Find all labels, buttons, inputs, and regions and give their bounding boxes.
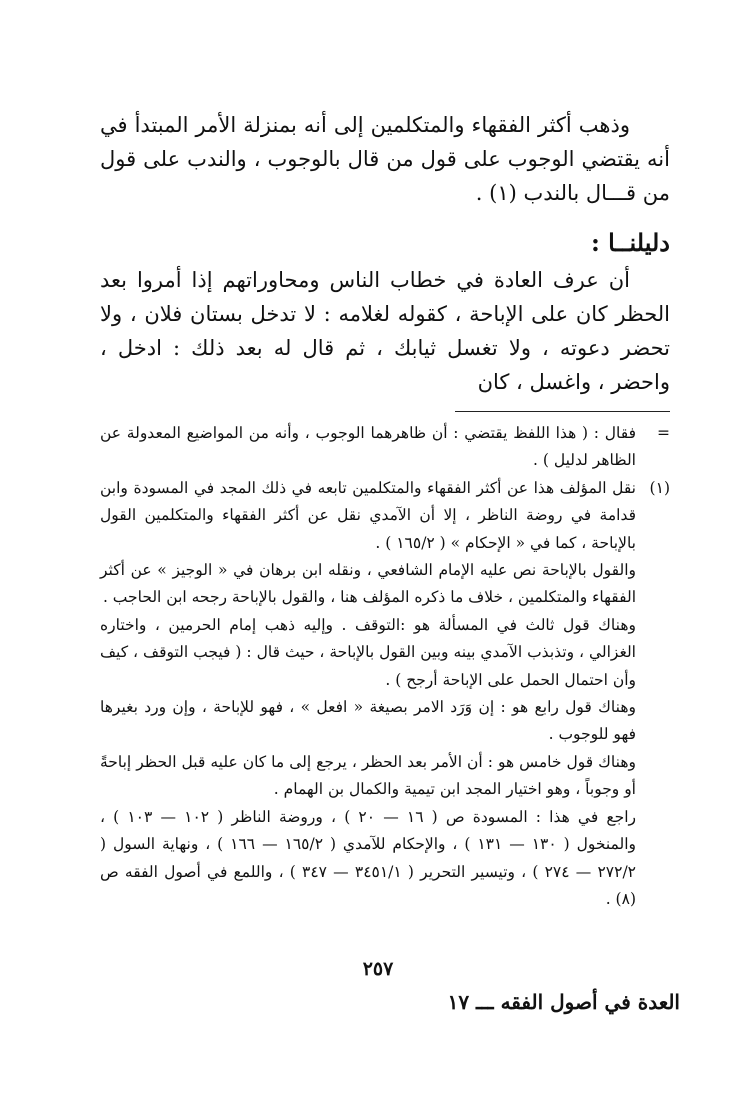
footnote-paragraph: وهناك قول ثالث في المسألة هو :التوقف . وإليه ذهب إمام الحرمين ، واختاره الغزالي ، وتذبذب الآمدي بينه وبين القول بالإباحة ، حيث قال : ( فيجب التوقف ، كيف وأن احتمال الحمل على الإباحة أرجح ) .: [100, 615, 636, 689]
book-title-footer: العدة في أصول الفقه ـــ ١٧: [447, 990, 680, 1014]
footnote-1: [100, 475, 670, 914]
main-paragraph-1: وذهب أكثر الفقهاء والمتكلمين إلى أنه بمنزلة الأمر المبتدأ في أنه يقتضي الوجوب على قول من قال بالوجوب ، والندب على قول من قـــال بالندب (١) .: [100, 113, 670, 205]
footnote-continuation-marker: =: [657, 424, 670, 442]
page-content: [100, 108, 670, 913]
main-text: [100, 108, 670, 399]
footnote-paragraph: والقول بالإباحة نص عليه الإمام الشافعي ، ونقله ابن برهان في « الوجيز » عن أكثر الفقهاء والمتكلمين ، خلاف ما ذكره المؤلف هنا ، والقول بالإباحة رجحه ابن الحاجب .: [100, 561, 636, 607]
section-heading: دليلنــا :: [590, 228, 670, 257]
footnote-continuation: [100, 420, 670, 475]
footnote-paragraph: وهناك قول رابع هو : إن وَرَد الامر بصيغة « افعل » ، فهو للإباحة ، وإن ورد بغيرها فهو للوجوب .: [100, 698, 636, 744]
footnote-continuation-text: فقال : ( هذا اللفظ يقتضي : أن ظاهرهما الوجوب ، وأنه من المواضيع المعدولة عن الظاهر لدليل ) .: [100, 424, 636, 470]
footnote-paragraph: وهناك قول خامس هو : أن الأمر بعد الحظر ، يرجع إلى ما كان عليه قبل الحظر إباحةً أو وجوباً ، وهو اختيار المجد ابن تيمية والكمال بن الهمام .: [100, 752, 636, 799]
footnote-separator: [455, 411, 670, 412]
footnote-1-marker: (١): [649, 478, 670, 497]
footnotes: [100, 420, 670, 913]
page-number: ٢٥٧: [362, 958, 394, 980]
footnote-paragraph: راجع في هذا : المسودة ص ( ١٦ — ٢٠ ) ، وروضة الناظر ( ١٠٢ — ١٠٣ ) ، والمنخول ( ١٣٠ — ١٣١ ) ، والإحكام للآمدي ( ١٦٥/٢ — ١٦٦ ) ، ونهاية السول ( ٢٧٢/٢ — ٢٧٤ ) ، وتيسير التحرير ( ٣٤٥١/١ — ٣٤٧ ) ، واللمع في أصول الفقه ص (٨) .: [100, 807, 637, 908]
main-paragraph-2: أن عرف العادة في خطاب الناس ومحاوراتهم إذا أمروا بعد الحظر كان على الإباحة ، كقوله لغلامه : لا تدخل بستان فلان ، ولا تحضر دعوته ، ولا تغسل ثيابك ، ثم قال له بعد ذلك : ادخل ، واحضر ، واغسل ، كان: [100, 268, 670, 394]
footnote-paragraph: نقل المؤلف هذا عن أكثر الفقهاء والمتكلمين تابعه في ذلك المجد في المسودة وابن قدامة في روضة الناظر ، إلا أن الآمدي نقل عن أكثر الفقهاء والمتكلمين القول بالإباحة ، كما في « الإحكام » ( ١٦٥/٢ ) .: [100, 478, 636, 552]
